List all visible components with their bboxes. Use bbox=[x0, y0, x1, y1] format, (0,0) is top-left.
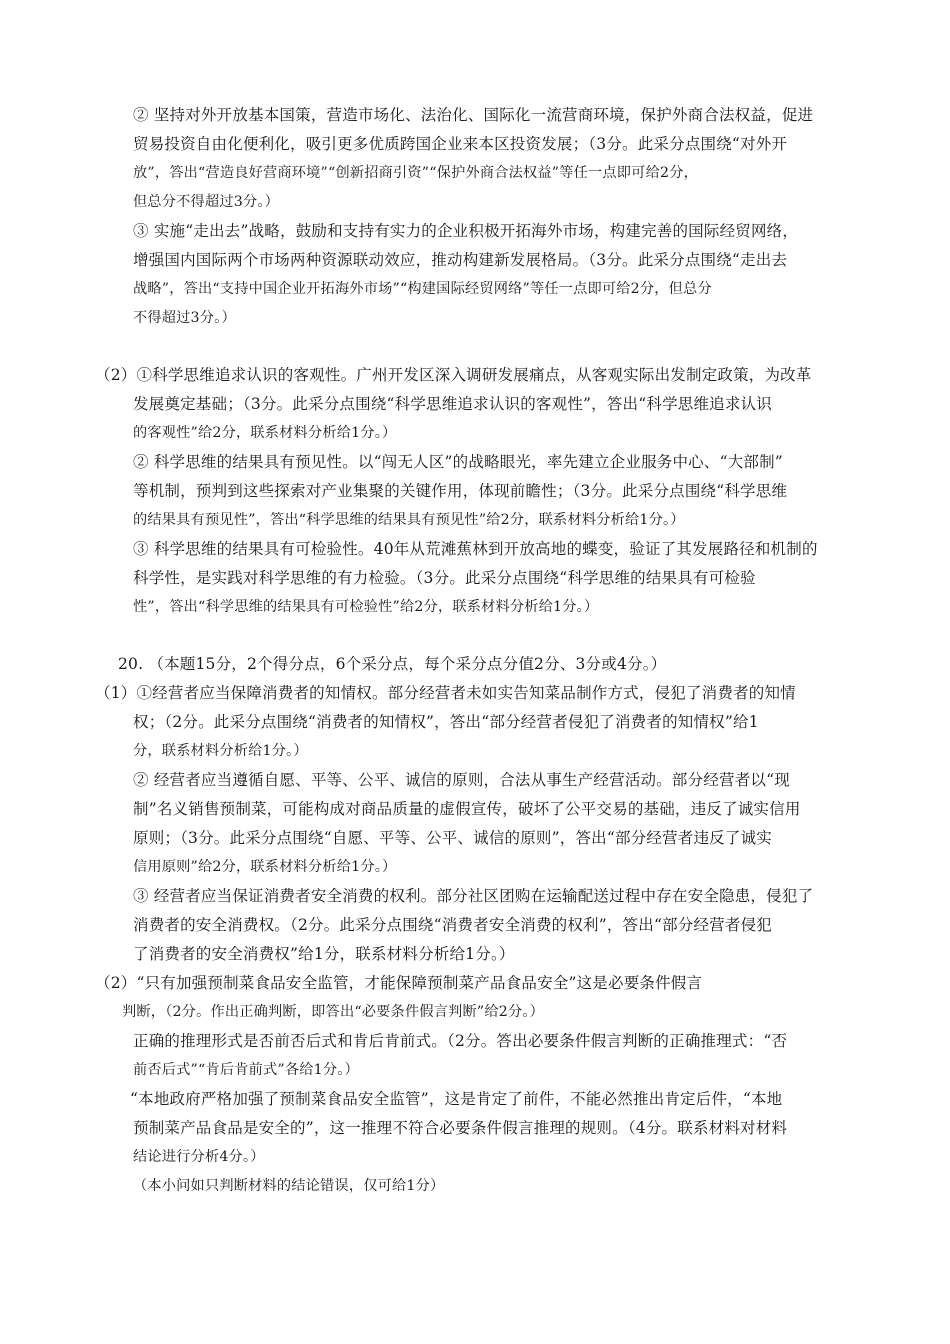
q19-sub2-line9: 性”，答出“科学思维的结果具有可检验性”给2分，联系材料分析给1分。） bbox=[133, 599, 599, 615]
q19-point2-line2: 贸易投资自由化便利化，吸引更多优质跨国企业来本区投资发展；（3分。此采分点围绕“对外开 bbox=[133, 135, 788, 153]
q20-sub1-line3: 分，联系材料分析给1分。） bbox=[133, 743, 308, 759]
q20-sub2-line2: 判断，（2分。作出正确判断，即答出“必要条件假言判断”给2分。） bbox=[122, 1004, 545, 1020]
q19-point2-line1: ② 坚持对外开放基本国策，营造市场化、法治化、国际化一流营商环境，保护外商合法权益，促进 bbox=[133, 106, 814, 124]
q19-sub2-line7: ③ 科学思维的结果具有可检验性。40年从荒滩蕉林到开放高地的蝶变，验证了其发展路径和机制的 bbox=[133, 540, 818, 558]
q20-sub2-line6: 预制菜产品食品是安全的”，这一推理不符合必要条件假言推理的规则。（4分。联系材料对材料 bbox=[133, 1119, 788, 1137]
q19-point3-line1: ③ 实施“走出去”战略，鼓励和支持有实力的企业积极开拓海外市场，构建完善的国际经贸网络， bbox=[133, 222, 799, 240]
q20-sub1-line5: 制”名义销售预制菜，可能构成对商品质量的虚假宣传，破坏了公平交易的基础，违反了诚实信用 bbox=[133, 800, 801, 818]
q20-sub2-line7: 结论进行分析4分。） bbox=[133, 1149, 265, 1165]
q19-point2-line3: 放”，答出“营造良好营商环境”“创新招商引资”“保护外商合法权益”等任一点即可给2分， bbox=[133, 165, 698, 181]
q19-sub2-line5: 等机制，预判到这些探索对产业集聚的关键作用，体现前瞻性；（3分。此采分点围绕“科学思维 bbox=[133, 482, 788, 500]
q20-sub1-line7: 信用原则”给2分，联系材料分析给1分。） bbox=[133, 859, 397, 875]
q19-point2-line4: 但总分不得超过3分。） bbox=[133, 194, 280, 210]
q20-sub2-line3: 正确的推理形式是否前否后式和肯后肯前式。（2分。答出必要条件假言判断的正确推理式：“否 bbox=[133, 1032, 788, 1050]
q19-sub2-line3: 的客观性”给2分，联系材料分析给1分。） bbox=[133, 425, 397, 441]
q20-sub1-line4: ② 经营者应当遵循自愿、平等、公平、诚信的原则，合法从事生产经营活动。部分经营者以“现 bbox=[133, 771, 790, 789]
q20-sub2-line8: （本小问如只判断材料的结论错误，仅可给1分） bbox=[133, 1178, 445, 1194]
q20-sub1-line6: 原则；（3分。此采分点围绕“自愿、平等、公平、诚信的原则”，答出“部分经营者违反了诚实 bbox=[133, 829, 772, 847]
q20-sub1-line1: （1）①经营者应当保障消费者的知情权。部分经营者未如实告知菜品制作方式，侵犯了消费者的知情 bbox=[95, 684, 796, 702]
q20-sub1-line10: 了消费者的安全消费权”给1分，联系材料分析给1分。） bbox=[133, 945, 515, 963]
q20-sub2-line5: “本地政府严格加强了预制菜食品安全监管”，这是肯定了前件，不能必然推出肯定后件，“本地 bbox=[130, 1090, 783, 1108]
q20-heading: 20. （本题15分，2个得分点，6个采分点，每个采分点分值2分、3分或4分。） bbox=[118, 655, 667, 673]
q19-sub2-line6: 的结果具有预见性”，答出“科学思维的结果具有预见性”给2分，联系材料分析给1分。） bbox=[133, 512, 685, 528]
q20-sub1-line8: ③ 经营者应当保证消费者安全消费的权利。部分社区团购在运输配送过程中存在安全隐患，侵犯了 bbox=[133, 887, 814, 905]
q19-sub2-line1: （2）①科学思维追求认识的客观性。广州开发区深入调研发展痛点，从客观实际出发制定政策，为改革 bbox=[95, 366, 812, 384]
q20-sub2-line4: 前否后式”“肯后肯前式”各给1分。） bbox=[133, 1062, 359, 1078]
q19-point3-line2: 增强国内国际两个市场两种资源联动效应，推动构建新发展格局。（3分。此采分点围绕“走出去 bbox=[133, 251, 788, 269]
q19-sub2-line4: ② 科学思维的结果具有预见性。以“闯无人区”的战略眼光，率先建立企业服务中心、“大部制” bbox=[133, 453, 783, 471]
q20-sub1-line9: 消费者的安全消费权。（2分。此采分点围绕“消费者安全消费的权利”，答出“部分经营者侵犯 bbox=[133, 916, 772, 934]
q20-sub2-line1: （2）“只有加强预制菜食品安全监管，才能保障预制菜产品食品安全”这是必要条件假言 bbox=[95, 974, 703, 992]
q19-point3-line3: 战略”，答出“支持中国企业开拓海外市场”“构建国际经贸网络”等任一点即可给2分，但总分 bbox=[133, 281, 712, 297]
q19-sub2-line2: 发展奠定基础；（3分。此采分点围绕“科学思维追求认识的客观性”，答出“科学思维追求认识 bbox=[133, 395, 772, 413]
q19-sub2-line8: 科学性，是实践对科学思维的有力检验。（3分。此采分点围绕“科学思维的结果具有可检验 bbox=[133, 569, 756, 587]
q19-point3-line4: 不得超过3分。） bbox=[133, 310, 236, 326]
q20-sub1-line2: 权；（2分。此采分点围绕“消费者的知情权”，答出“部分经营者侵犯了消费者的知情权”给1 bbox=[133, 713, 759, 731]
